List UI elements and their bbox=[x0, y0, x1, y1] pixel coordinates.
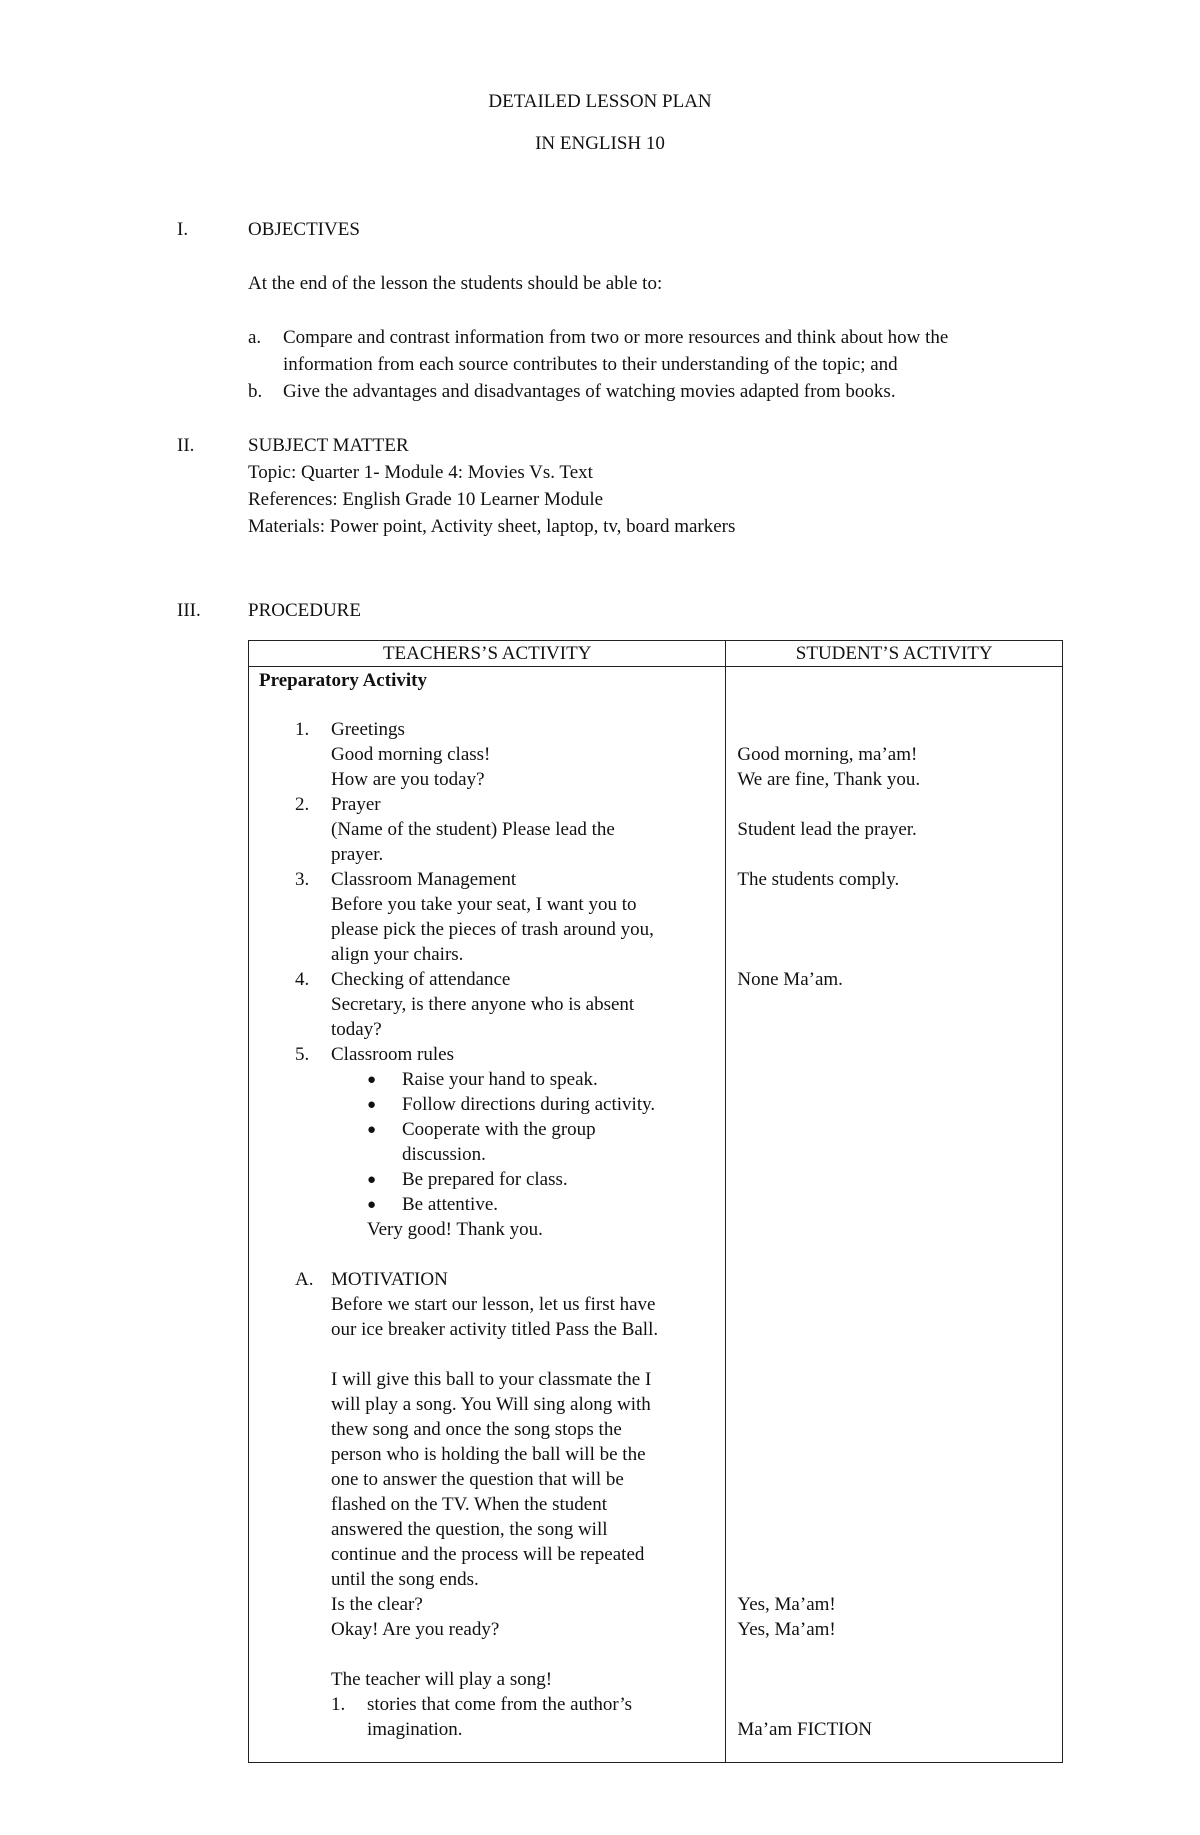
step-number: 1. bbox=[295, 719, 310, 740]
item-text: stories that come from the author’s bbox=[367, 1694, 633, 1715]
step-text: Greetings bbox=[331, 719, 405, 740]
step-text: today? bbox=[331, 1019, 382, 1040]
instruction-text: person who is holding the ball will be the bbox=[331, 1444, 646, 1465]
step-text: please pick the pieces of trash around you, bbox=[331, 919, 654, 940]
step-number: 3. bbox=[295, 869, 310, 890]
student-activity-cell bbox=[726, 667, 1063, 1763]
student-response: None Ma’am. bbox=[737, 969, 843, 990]
item-number: 1. bbox=[331, 1694, 346, 1715]
subject-materials: Materials: Power point, Activity sheet, laptop, tv, board markers bbox=[248, 516, 736, 537]
rules-closing: Very good! Thank you. bbox=[367, 1219, 543, 1240]
rule-text: Be prepared for class. bbox=[402, 1169, 568, 1190]
section-heading-objectives: OBJECTIVES bbox=[248, 219, 360, 240]
table-row bbox=[249, 667, 1063, 1763]
motivation-text: our ice breaker activity titled Pass the Ball. bbox=[331, 1319, 659, 1340]
objective-letter: b. bbox=[248, 381, 263, 402]
section-number-subject: II. bbox=[177, 435, 195, 456]
bullet-icon: ● bbox=[367, 1197, 377, 1213]
document-title: DETAILED LESSON PLAN bbox=[488, 91, 712, 112]
student-response: The students comply. bbox=[737, 869, 900, 890]
step-text: Prayer bbox=[331, 794, 381, 815]
step-text: (Name of the student) Please lead the bbox=[331, 819, 615, 840]
question-text: Okay! Are you ready? bbox=[331, 1619, 500, 1640]
motivation-heading: MOTIVATION bbox=[331, 1269, 448, 1290]
student-response: Good morning, ma’am! bbox=[737, 744, 918, 765]
student-response: Ma’am FICTION bbox=[737, 1719, 872, 1740]
play-song-text: The teacher will play a song! bbox=[331, 1669, 553, 1690]
objectives-intro: At the end of the lesson the students should be able to: bbox=[248, 273, 663, 294]
subject-topic: Topic: Quarter 1- Module 4: Movies Vs. Text bbox=[248, 462, 593, 483]
step-text: Before you take your seat, I want you to bbox=[331, 894, 637, 915]
instruction-text: thew song and once the song stops the bbox=[331, 1419, 622, 1440]
rule-text: Be attentive. bbox=[402, 1194, 499, 1215]
section-number-objectives: I. bbox=[177, 219, 189, 240]
step-number: 4. bbox=[295, 969, 310, 990]
question-text: Is the clear? bbox=[331, 1594, 423, 1615]
step-text: align your chairs. bbox=[331, 944, 464, 965]
instruction-text: continue and the process will be repeated bbox=[331, 1544, 645, 1565]
bullet-icon: ● bbox=[367, 1172, 377, 1188]
section-number-procedure: III. bbox=[177, 600, 201, 621]
column-header-teacher: TEACHERS’S ACTIVITY bbox=[249, 641, 726, 667]
rule-text: Cooperate with the group bbox=[402, 1119, 596, 1140]
instruction-text: I will give this ball to your classmate the I bbox=[331, 1369, 652, 1390]
step-text: Checking of attendance bbox=[331, 969, 511, 990]
item-text: imagination. bbox=[367, 1719, 463, 1740]
procedure-table bbox=[248, 640, 1063, 1763]
bullet-icon: ● bbox=[367, 1072, 377, 1088]
instruction-text: answered the question, the song will bbox=[331, 1519, 608, 1540]
table-header-row bbox=[249, 641, 1063, 667]
step-text: Classroom Management bbox=[331, 869, 517, 890]
objective-text: Give the advantages and disadvantages of watching movies adapted from books. bbox=[283, 381, 896, 402]
teacher-activity-cell bbox=[249, 667, 726, 1763]
student-response: Yes, Ma’am! bbox=[737, 1594, 836, 1615]
instruction-text: one to answer the question that will be bbox=[331, 1469, 624, 1490]
step-text: prayer. bbox=[331, 844, 384, 865]
rule-text: Follow directions during activity. bbox=[402, 1094, 656, 1115]
rule-text: Raise your hand to speak. bbox=[402, 1069, 598, 1090]
instruction-text: will play a song. You Will sing along with bbox=[331, 1394, 651, 1415]
bullet-icon: ● bbox=[367, 1122, 377, 1138]
step-text: Secretary, is there anyone who is absent bbox=[331, 994, 635, 1015]
motivation-letter: A. bbox=[295, 1269, 314, 1290]
step-text: Good morning class! bbox=[331, 744, 491, 765]
step-text: Classroom rules bbox=[331, 1044, 454, 1065]
document-subtitle: IN ENGLISH 10 bbox=[535, 133, 665, 154]
student-response: Yes, Ma’am! bbox=[737, 1619, 836, 1640]
column-header-student: STUDENT’S ACTIVITY bbox=[726, 641, 1063, 667]
step-number: 5. bbox=[295, 1044, 310, 1065]
objective-text: Compare and contrast information from two or more resources and think about how the bbox=[283, 327, 949, 348]
motivation-text: Before we start our lesson, let us first have bbox=[331, 1294, 656, 1315]
section-heading-procedure: PROCEDURE bbox=[248, 600, 361, 621]
student-response: We are fine, Thank you. bbox=[737, 769, 921, 790]
preparatory-heading: Preparatory Activity bbox=[259, 670, 427, 691]
step-number: 2. bbox=[295, 794, 310, 815]
step-text: How are you today? bbox=[331, 769, 485, 790]
section-heading-subject: SUBJECT MATTER bbox=[248, 435, 409, 456]
rule-text: discussion. bbox=[402, 1144, 486, 1165]
instruction-text: flashed on the TV. When the student bbox=[331, 1494, 607, 1515]
objective-text: information from each source contributes to their understanding of the topic; and bbox=[283, 354, 898, 375]
bullet-icon: ● bbox=[367, 1097, 377, 1113]
objective-letter: a. bbox=[248, 327, 262, 348]
instruction-text: until the song ends. bbox=[331, 1569, 479, 1590]
subject-references: References: English Grade 10 Learner Module bbox=[248, 489, 604, 510]
student-response: Student lead the prayer. bbox=[737, 819, 917, 840]
